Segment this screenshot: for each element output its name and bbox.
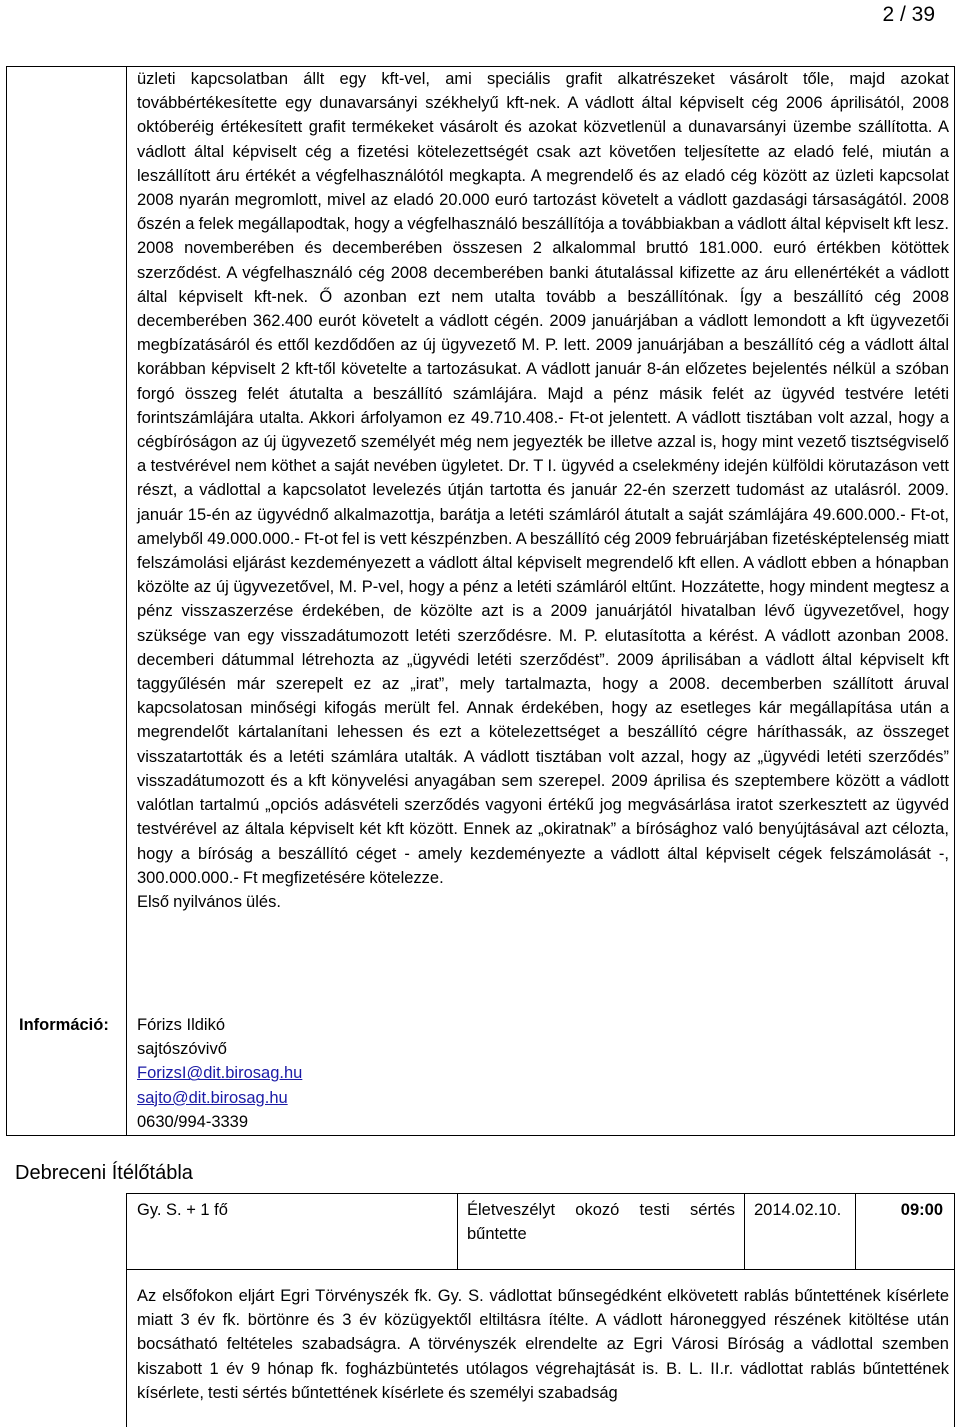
column-divider <box>457 1194 458 1269</box>
row-divider <box>127 1269 954 1270</box>
page-number: 2 / 39 <box>882 3 935 26</box>
defendant-cell: Gy. S. + 1 fő <box>137 1201 228 1219</box>
column-divider <box>744 1194 745 1269</box>
contact-role: sajtószóvivő <box>137 1040 227 1059</box>
time-cell: 09:00 <box>900 1201 943 1219</box>
email-link-forizs[interactable]: ForizsI@dit.birosag.hu <box>137 1064 303 1083</box>
court-heading: Debreceni Ítélőtábla <box>15 1162 193 1184</box>
email-link-sajto[interactable]: sajto@dit.birosag.hu <box>137 1088 288 1107</box>
case-description <box>137 67 949 914</box>
hearing-type: Első nyilvános ülés. <box>137 892 281 911</box>
column-divider <box>855 1194 856 1269</box>
case-paragraph: üzleti kapcsolatban állt egy kft-vel, ami speciális grafit alkatrészeket vásárolt tőle, majd azokat továbbértékesítette egy dunavarsányi székhelyű kft-nek. A vádlott által képviselt cég 2006 áprilisától, 2008 októberéig értékesített grafit termékeket vásárolt és azokat közvetlenül a dunavarsányi üzembe szállította. A vádlott által képviselt cég a fizetési kötelezettségét csak azt követően teljesítette az eladó felé, miután a leszállított áru értékét a végfelhasználótól megkapta. A megrendelő és az eladó cég között az üzleti kapcsolat 2008 nyarán megromlott, mivel az eladó 20.000 euró tartozást követelt a vádlott gazdasági társaságától. 2008 őszén a felek megállapodtak, hogy a végfelhasználó beszállítója a továbbiakban a vádlott által képviselt kft lesz. 2008 novemberében és decemberében összesen 2 alkalommal bruttó 181.000. euró értékben kötöttek szerződést. A végfelhasználó cég 2008 decemberében banki átutalással kifizette az áru ellenértékét a vádlott által képviselt kft-nek. Ő azonban ezt nem utalta tovább a beszállítónak. Így a beszállító cég 2008 decemberében 362.400 eurót követelt a vádlott cégén. 2009 januárjában a vádlott lemondott a kft ügyvezetői megbízatásáról és ettől kezdődően az új ügyvezető M. P. lett. 2009 januárjában a beszállító cég a vádlott által korábban képviselt 2 kft-től követelte a tartozásukat. A vádlott január 8-án előzetes bejelentés nélkül a szóban forgó összeg felét átutalta a beszállító számlájára. Majd a pénz másik felét az ügyvéd testvére letéti forintszámlájára utalta. Akkori árfolyamon ez 49.710.408.- Ft-ot jelentett. A vádlott tisztában volt azzal, hogy a cégbíróságon az új ügyvezető személyét még nem jegyezték be illetve azzal is, hogy mint vezető tisztségviselő a testvérével nem köthet a saját nevében ügyletet. Dr. T I. ügyvéd a cselekmény idején külföldi körutazáson vett részt, a vádlottal a kapcsolatot levelezés útján tartotta és január 22-én szerzett tudomást az utalásról. 2009. január 15-én az ügyvédnő alkalmazottja, barátja a letéti számláról átutalt a saját számlájára 49.600.000.- Ft-ot, amelyből 49.000.000.- Ft-ot fel is vett készpénzben. A beszállító cég 2009 februárjában fizetésképtelenség miatt felszámolási eljárást kezdeményezett a vádlott által képviselt megrendelő kft ellen. A vádlott ebben a hónapban közölte az új ügyvezetővel, M. P-vel, hogy a pénz a letéti számláról eltűnt. Hozzátette, hogy mindent megtesz a pénz visszaszerzése érdekében, de közölte azt is a 2009 januárjától hivatalban lévő ügyvezetővel, hogy szüksége van egy visszadátumozott letéti szerződésre. M. P. elutasította a kérést. A vádlott azonban 2008. decemberi dátummal létrehozta az „ügyvédi letéti szerződést”. 2009 áprilisában a vádlott által képviselt kft taggyűlésén már szerepelt ez az „irat”, mely tartalmazta, hogy a 2008. decemberben szállított áruval kapcsolatosan minőségi kifogás merült fel. Annak érdekében, hogy az esetleges kár megállapítása után a megrendelőt kártalanítani lehessen és ezt a kötelezettséget a beszállító cégre háríthassák, az összeget visszatartották és a letéti számlára utalták. A vádlott tisztában volt azzal, hogy az „ügyvédi letéti szerződés” visszadátumozott és a kft könyvelési anyagában sem szerepel. 2009 áprilisa és szeptembere között a vádlott valótlan tartalmú „opciós adásvételi szerződés vagyoni értékű jog megvásárlása iratot szerkesztett az ügyvéd testvérével az általa képviselt két kft között. Ennek az „okiratnak” a bírósághoz való benyújtásával azt célozta, hogy a bíróság a beszállító céget - amely kezdeményezte a vádlott által képviselt cégek felszámolását -, 300.000.000.- Ft megfizetésére kötelezze. <box>137 70 949 887</box>
table-divider <box>126 67 127 1135</box>
contact-phone: 0630/994-3339 <box>137 1112 249 1131</box>
info-label: Információ: <box>19 1016 109 1034</box>
date-cell: 2014.02.10. <box>754 1201 842 1219</box>
case-table-2 <box>126 1193 955 1427</box>
charge-cell: Életveszélyt okozó testi sértés bűntette <box>467 1201 735 1244</box>
contact-name: Fórizs Ildikó <box>137 1016 226 1034</box>
case2-description: Az elsőfokon eljárt Egri Törvényszék fk. Gy. S. vádlottat bűnsegédként elkövetett rablás bűntettének kísérlete miatt 3 év fk. börtönre és 3 év közügyektől eltiltásra ítélte. A vádlott hároneggyed részének kitöltése után bocsátható feltételes szabadságra. A törvényszék elrendelte az Egri Városi Bíróság a vádlottal szemben kiszabott 1 év 9 hónap fk. fogházbüntetés utólagos végrehajtását is. B. L. II.r. vádlottat rablás bűntettének kísérlete, testi sértés bűntettének kísérlete és személyi szabadság <box>137 1287 949 1402</box>
contact-block <box>137 1013 302 1134</box>
case-info-table <box>6 66 955 1136</box>
